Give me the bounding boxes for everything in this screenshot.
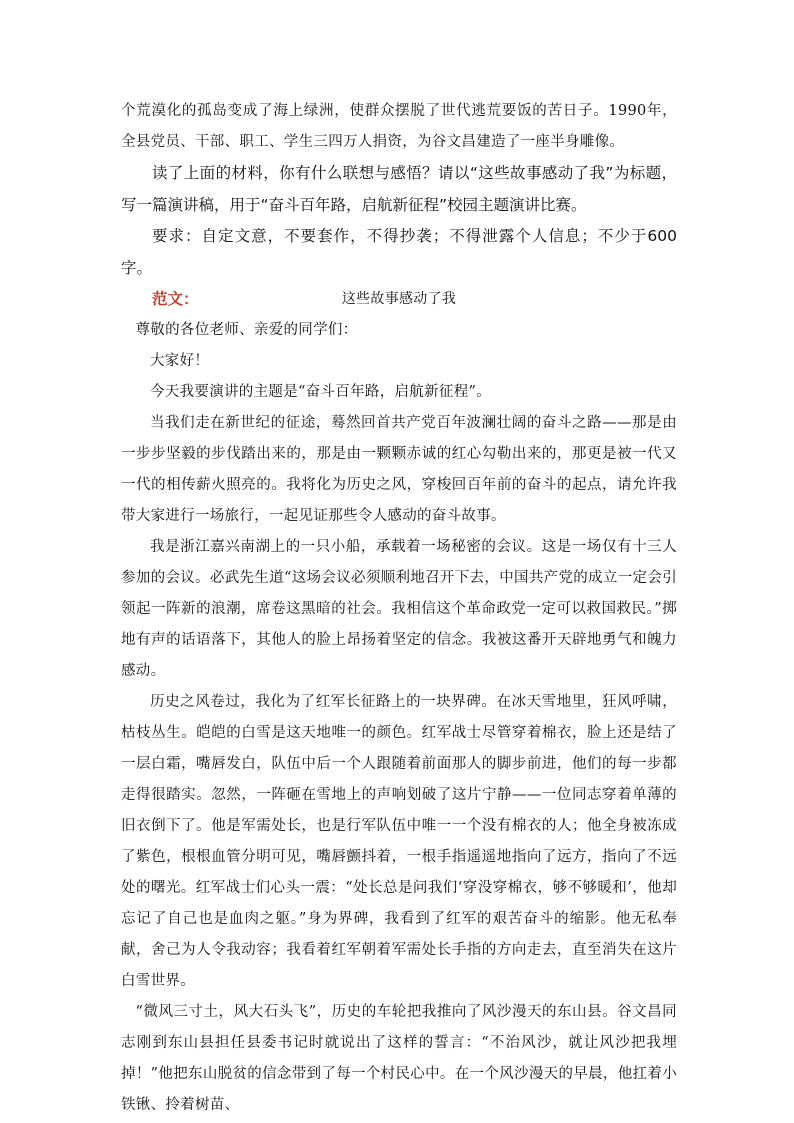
sample-essay-heading: 范文： bbox=[152, 290, 199, 308]
sample-essay bbox=[121, 284, 677, 1121]
material-paragraph: 个荒漠化的孤岛变成了海上绿洲，使群众摆脱了世代逃荒要饭的苦日子。1990年，全县党员、干部、职工、学生三四万人捐资，为谷文昌建造了一座半身雕像。 bbox=[121, 103, 677, 150]
essay-salutation: 尊敬的各位老师、亲爱的同学们： bbox=[135, 322, 358, 338]
essay-title: 这些故事感动了我 bbox=[341, 291, 457, 307]
essay-paragraph: “微风三寸土，风大石头飞”，历史的车轮把我推向了风沙漫天的东山县。谷文昌同志刚到东山县担任县委书记时就说出了这样的誓言：“不治风沙，就让风沙把我埋掉！”他把东山脱贫的信念带到了每一个村民心中。在一个风沙漫天的早晨，他扛着小铁锹、拎着树苗、 bbox=[121, 1004, 677, 1113]
essay-paragraph: 当我们走在新世纪的征途，蓦然回首共产党百年波澜壮阔的奋斗之路——那是由一步步坚毅的步伐踏出来的，那是由一颗颗赤诚的红心勾勒出来的，那更是被一代又一代的相传薪火照亮的。我将化为历史之风，穿梭回百年前的奋斗的起点，请允许我带大家进行一场旅行，一起见证那些令人感动的奋斗故事。 bbox=[121, 415, 677, 524]
requirements-paragraph: 要求：自定文意，不要套作，不得抄袭；不得泄露个人信息；不少于600字。 bbox=[121, 227, 677, 277]
prompt-paragraph: 读了上面的材料，你有什么联想与感悟？请以“这些故事感动了我”为标题，写一篇演讲稿，用于“奋斗百年路，启航新征程”校园主题演讲比赛。 bbox=[121, 164, 677, 214]
essay-paragraph: 今天我要演讲的主题是“奋斗百年路，启航新征程”。 bbox=[150, 384, 492, 400]
essay-paragraph: 我是浙江嘉兴南湖上的一只小船，承载着一场秘密的会议。这是一场仅有十三人参加的会议。必武先生道“这场会议必须顺利地召开下去，中国共产党的成立一定会引领起一阵新的浪潮，席卷这黑暗的社会。我相信这个革命政党一定可以救国救民。”掷地有声的话语落下，其他人的脸上昂扬着坚定的信念。我被这番开天辟地勇气和魄力感动。 bbox=[121, 539, 677, 679]
material-excerpt bbox=[121, 96, 677, 158]
essay-greeting: 大家好！ bbox=[150, 353, 210, 369]
essay-paragraph: 历史之风卷过，我化为了红军长征路上的一块界碑。在冰天雪地里，狂风呼啸，枯枝丛生。皑皑的白雪是这天地唯一的颜色。红军战士尽管穿着棉衣，脸上还是结了一层白霜，嘴唇发白，队伍中后一个人跟随着前面那人的脚步前进，他们的每一步都走得很踏实。忽然，一阵砸在雪地上的声响划破了这片宁静——一位同志穿着单薄的旧衣倒下了。他是军需处长，也是行军队伍中唯一一个没有棉衣的人；他全身被冻成了紫色，根根血管分明可见，嘴唇颤抖着，一根手指遥遥地指向了远方，指向了不远处的曙光。红军战士们心头一震：“处长总是问我们‘穿没穿棉衣，够不够暖和’，他却忘记了自己也是血肉之躯。”身为界碑，我看到了红军的艰苦奋斗的缩影。他无私奉献，舍己为人令我动容；我看着红军朝着军需处长手指的方向走去，直至消失在这片白雪世界。 bbox=[121, 694, 677, 989]
